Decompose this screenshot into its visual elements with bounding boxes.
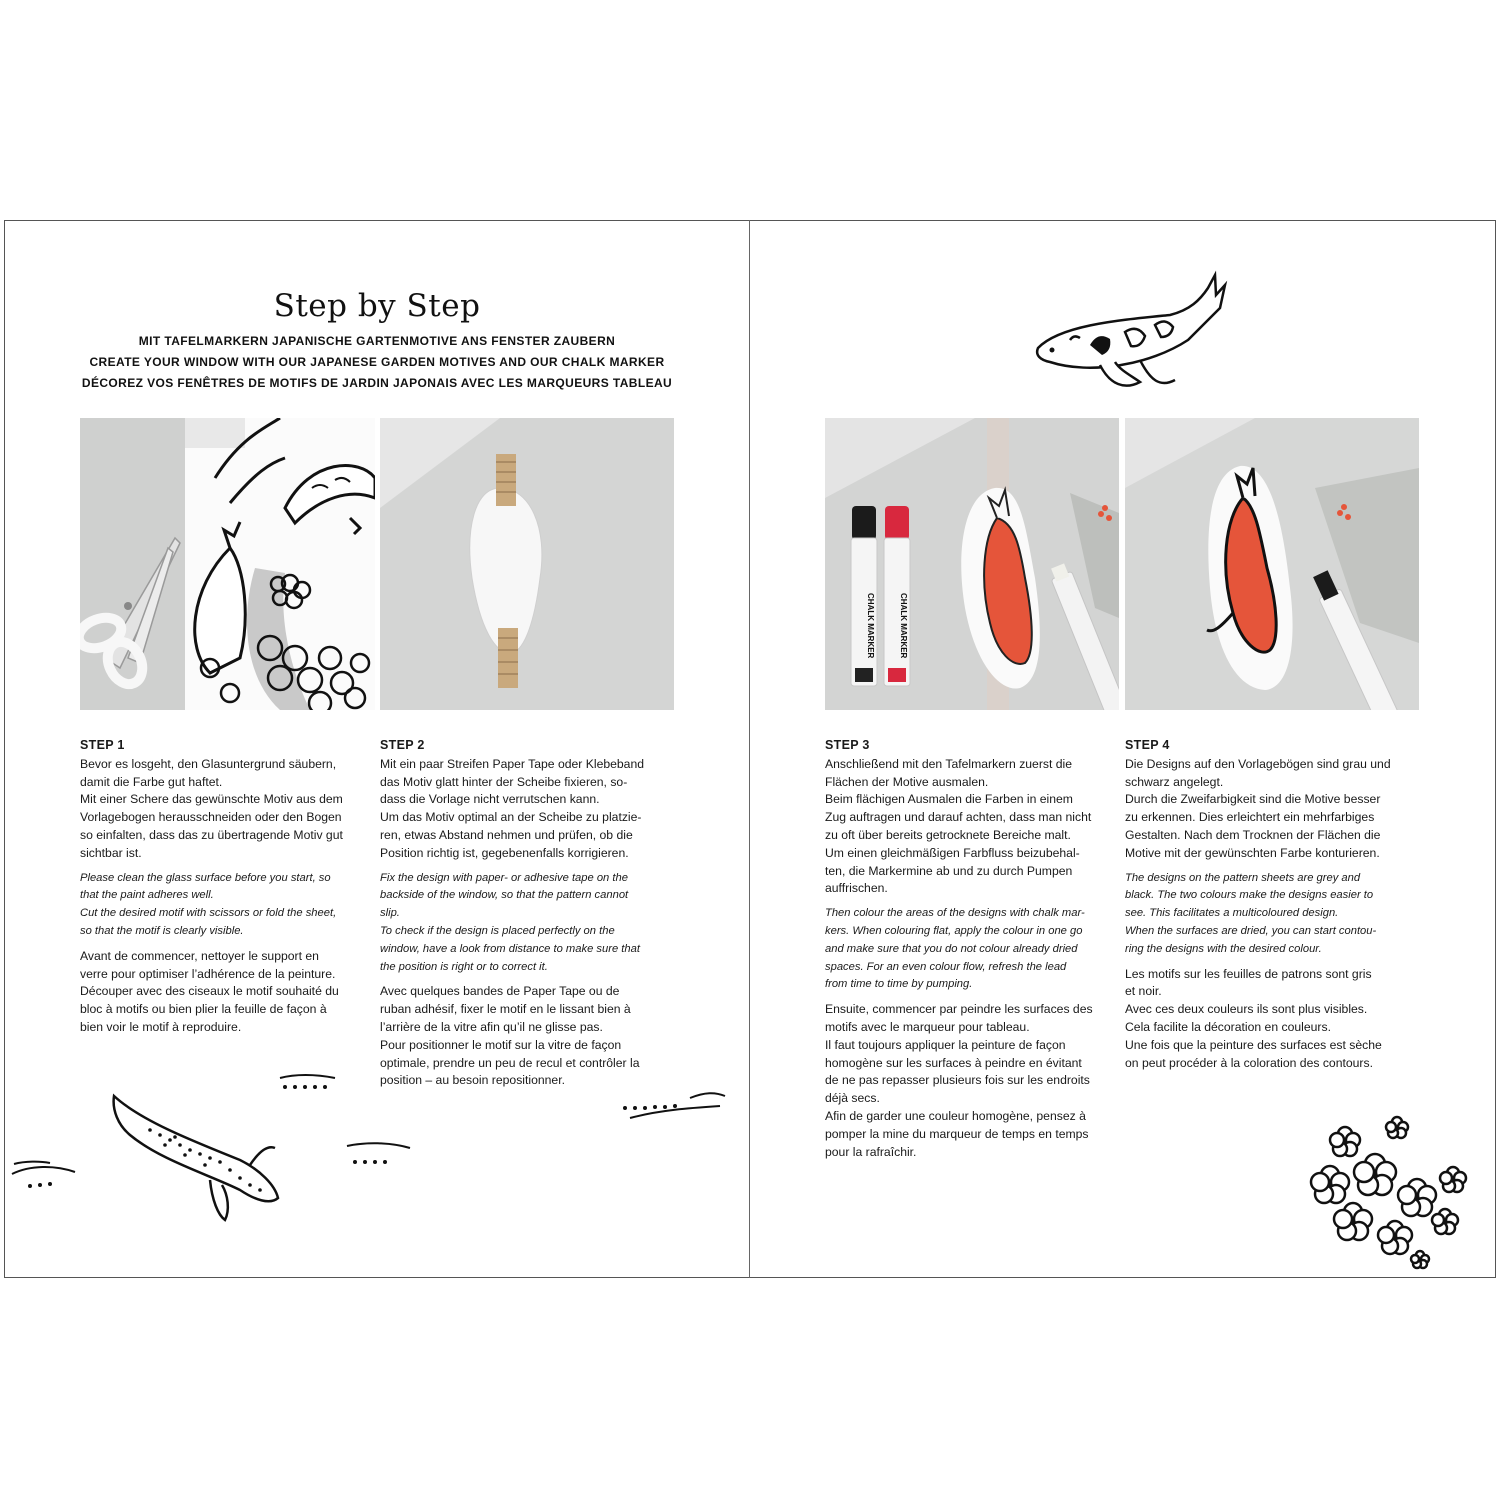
cherry-blossom-cluster-icon [1305, 1110, 1480, 1275]
step-2-text-french: Avec quelques bandes de Paper Tape ou de ruban adhésif, fixer le motif en le lissant bien à l’arrière de la vitre afin qu’il ne glisse pas. Pour positionner le motif sur la vitre de façon optimale, prendre un peu de recul et contrôler la position – au besoin repositionner. [380, 984, 640, 1088]
photo-step-1-illustration [80, 418, 375, 710]
photo-step-2 [380, 418, 674, 710]
subtitle-french: DÉCOREZ VOS FENÊTRES DE MOTIFS DE JARDIN JAPONAIS AVEC LES MARQUEURS TABLEAU [81, 376, 673, 390]
step-1-column [80, 737, 362, 1044]
photo-step-4-illustration [1125, 418, 1419, 710]
step-4-text-french: Les motifs sur les feuilles de patrons sont gris et noir. Avec ces deux couleurs ils sont plus visibles. Cela facilite la décoration en couleurs. Une fois que la peinture des surfaces est sèche on peut procéder à la coloration des contours. [1125, 966, 1382, 1070]
step-1-text-french: Avant de commencer, nettoyer le support en verre pour optimiser l’adhérence de la peinture. Découper avec des ciseaux le motif souhaité du bloc à motifs ou bien plier la feuille de façon à bien voir le motif à reproduire. [80, 948, 339, 1034]
marker-label-black: CHALK MARKER [866, 593, 875, 659]
subtitle-english: CREATE YOUR WINDOW WITH OUR JAPANESE GARDEN MOTIVES AND OUR CHALK MARKER [89, 355, 665, 369]
step-4-heading: STEP 4 [1125, 738, 1170, 752]
marker-label-red: CHALK MARKER [899, 593, 908, 659]
step-3-text-english: Then colour the areas of the designs with chalk mar- kers. When colouring flat, apply the colour in one go and make sure that you do not colour already dried spaces. For an even colour flow, refresh the lead from time to time by pumping. [825, 907, 1085, 991]
spotted-koi-icon [100, 1090, 290, 1225]
step-2-text-german: Mit ein paar Streifen Paper Tape oder Klebeband das Motiv glatt hinter der Scheibe fixieren, so- dass die Vorlage nicht verrutschen kann. Um das Motiv optimal an der Scheibe zu platzie- ren, etwas Abstand nehmen und prüfen, ob die Position richtig ist, gegebenenfalls korrigieren. [380, 756, 645, 860]
step-3-text-french: Ensuite, commencer par peindre les surfaces des motifs avec le marqueur pour tableau. Il faut toujours appliquer la peinture de façon homogène sur les surfaces à peindre en évitant de ne pas repasser plusieurs fois sur les endroits déjà secs. Afin de garder une couleur homogène, pensez à pomper la mine du marqueur de temps en temps pour la rafraîchir. [825, 1002, 1093, 1159]
step-2-text-english: Fix the design with paper- or adhesive tape on the backside of the window, so that the pattern cannot slip. To check if the design is placed perfectly on the window, have a look from distance to make sure that the position is right or to correct it. [380, 871, 640, 973]
step-4-text-english: The designs on the pattern sheets are grey and black. The two colours make the designs easier to see. This facilitates a multicoloured design. When the surfaces are dried, you can start contou- ring the designs with the desired colour. [1125, 871, 1377, 955]
step-4-column [1125, 737, 1407, 1079]
step-1-text-german: Bevor es losgeht, den Glasuntergrund säubern, damit die Farbe gut haftet. Mit einer Schere das gewünschte Motiv aus dem Vorlagebogen herausschneiden oder den Bogen so einfalten, dass das zu übertragende Motiv gut sichtbar ist. [80, 756, 343, 860]
step-1-text-english: Please clean the glass surface before you start, so that the paint adheres well. Cut the desired motif with scissors or fold the sheet, so that the motif is clearly visible. [80, 871, 337, 937]
photo-step-3 [825, 418, 1119, 710]
subtitle-german: MIT TAFELMARKERN JAPANISCHE GARTENMOTIVE ANS FENSTER ZAUBERN [138, 334, 616, 348]
step-2-column [380, 737, 662, 1097]
step-2-heading: STEP 2 [380, 738, 425, 752]
photo-step-4 [1125, 418, 1419, 710]
koi-outline-icon [1030, 270, 1230, 400]
step-1-heading: STEP 1 [80, 738, 125, 752]
step-3-text-german: Anschließend mit den Tafelmarkern zuerst die Flächen der Motive ausmalen. Beim flächigen Ausmalen die Farben in einem Zug auftragen und darauf achten, dass man nicht zu oft über bereits getrocknete Bereiche malt. Um einen gleichmäßigen Farbfluss beizubehal- ten, die Markermine ab und zu durch Pumpen auffrischen. [825, 756, 1092, 896]
ripple-middle-icon [345, 1140, 415, 1170]
step-3-heading: STEP 3 [825, 738, 870, 752]
page-title: Step by Step [273, 288, 481, 324]
photo-step-2-illustration [380, 418, 674, 710]
photo-step-3-illustration [825, 418, 1119, 710]
step-4-text-german: Die Designs auf den Vorlagebögen sind grau und schwarz angelegt. Durch die Zweifarbigkeit sind die Motive besser zu erkennen. Dies erleichtert ein mehrfarbiges Gestalten. Nach dem Trocknen der Flächen die Motive mit der gewünschten Farbe konturieren. [1125, 756, 1391, 860]
ripple-left-icon [10, 1160, 80, 1195]
photo-step-1 [80, 418, 375, 710]
step-3-column [825, 737, 1107, 1168]
ripple-dots-icon [275, 1072, 345, 1092]
ripple-right-icon [620, 1088, 730, 1123]
